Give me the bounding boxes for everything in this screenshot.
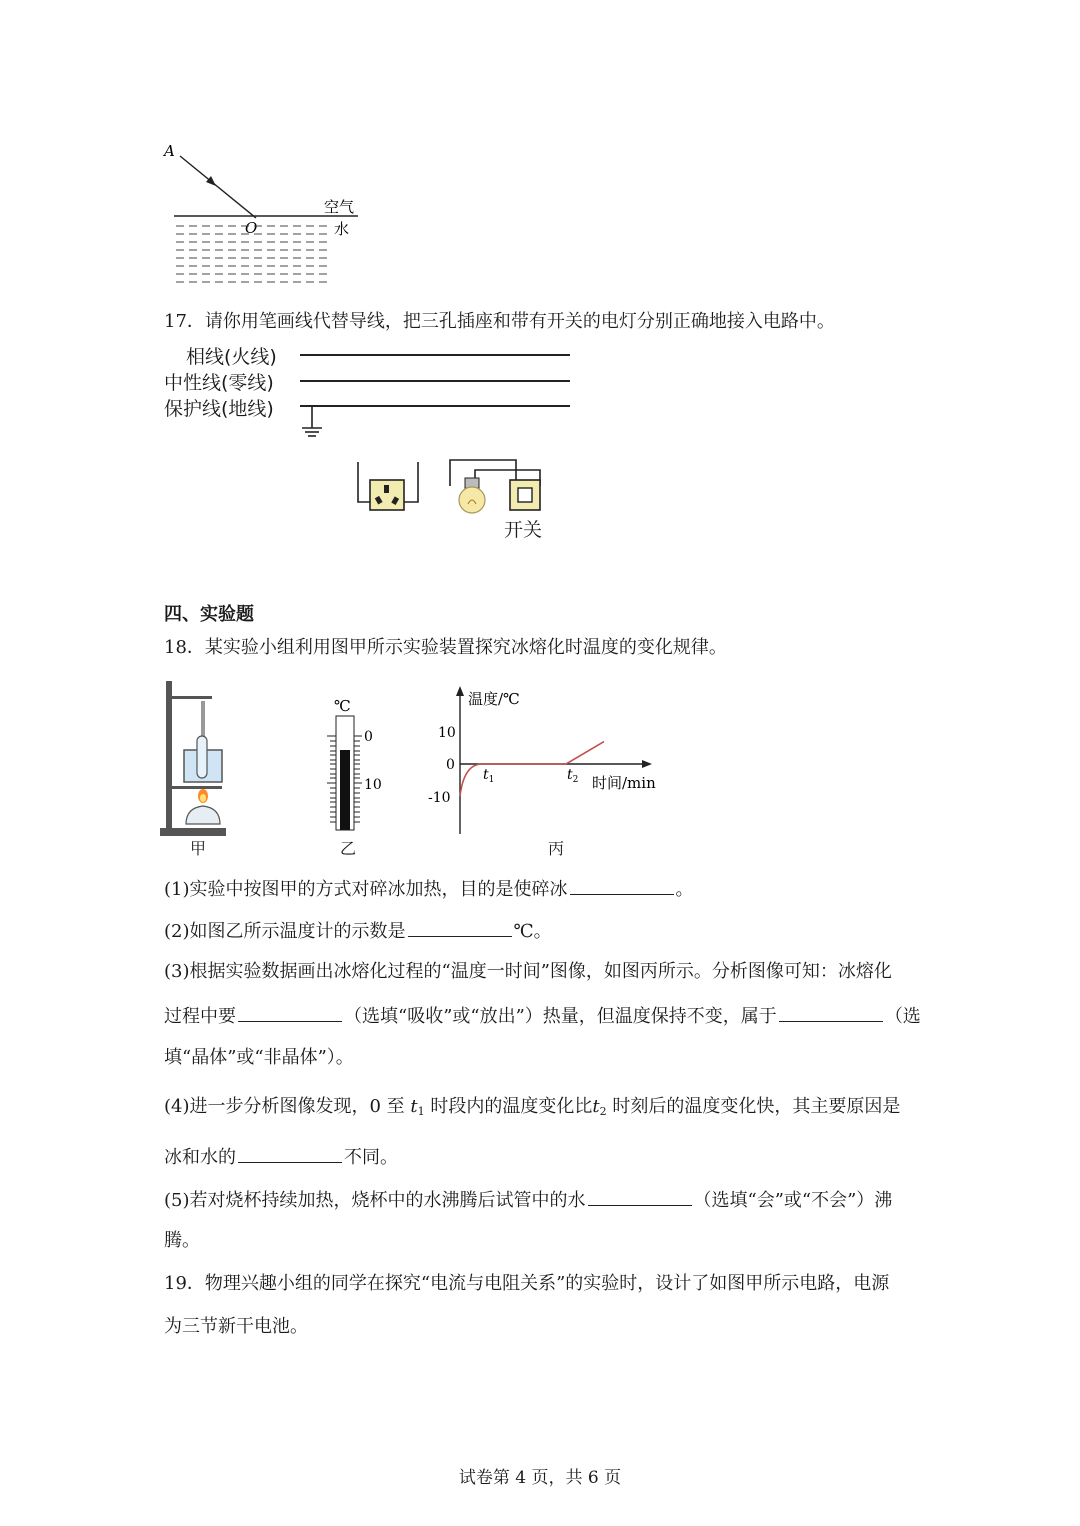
switch-icon <box>510 480 540 510</box>
ray-arrow-icon <box>206 176 216 186</box>
temperature-time-graph <box>420 684 670 834</box>
thermometer-figure <box>322 694 394 834</box>
thermometer-tick-10: 10 <box>364 777 382 793</box>
sub-question-4-line-1: (4)进一步分析图像发现，0 至 $t_1$ 时段内的温度变化比$t_2$ 时刻后的温度变化快，其主要原因是 <box>164 1096 901 1118</box>
melting-curve <box>460 742 604 796</box>
graph-ytick-0: 0 <box>446 757 455 773</box>
apparatus-figure <box>160 676 235 841</box>
question-17: 17．请你用笔画线代替导线，把三孔插座和带有开关的电灯分别正确地接入电路中。 <box>164 311 835 332</box>
y-axis-arrow-icon <box>456 686 464 696</box>
sub-question-3-line-1: (3)根据实验数据画出冰熔化过程的“温度一时间”图像，如图丙所示。分析图像可知：冰熔化 <box>164 961 892 982</box>
graph-xtick-t1: $t_1$ <box>483 767 495 785</box>
three-pin-socket-icon <box>358 462 418 510</box>
sub-question-4-line-2: 冰和水的 不同。 <box>164 1144 398 1170</box>
ground-wire-label: 保护线(地线) <box>164 398 274 420</box>
answer-blank-1[interactable] <box>570 876 674 895</box>
ground-symbol-icon <box>302 406 322 436</box>
sub-question-1: (1)实验中按图甲的方式对碎冰加热，目的是使碎冰 。 <box>164 876 694 902</box>
answer-blank-3a[interactable] <box>238 1003 342 1022</box>
refraction-figure <box>160 138 370 288</box>
sub-question-2: (2)如图乙所示温度计的示数是 ℃。 <box>164 918 552 944</box>
sub-question-5-line-2: 腾。 <box>164 1230 200 1251</box>
section-heading: 四、实验题 <box>164 604 254 625</box>
answer-blank-2[interactable] <box>408 918 512 937</box>
graph-x-ticks <box>483 767 578 785</box>
answer-blank-3b[interactable] <box>779 1003 883 1022</box>
question-19-line-1: 19．物理兴趣小组的同学在探究“电流与电阻关系”的实验时，设计了如图甲所示电路，电源 <box>164 1273 890 1294</box>
page-footer: 试卷第 4 页，共 6 页 <box>458 1468 622 1488</box>
incident-ray <box>180 156 256 218</box>
thermometer-unit: ℃ <box>334 697 351 715</box>
graph-ytick-10: 10 <box>438 725 456 741</box>
thermometer-tick-0: 0 <box>364 729 373 745</box>
answer-blank-5[interactable] <box>588 1187 692 1206</box>
switch-label: 开关 <box>504 519 543 541</box>
point-a-label: A <box>164 142 175 160</box>
neutral-wire-label: 中性线(零线) <box>164 372 274 394</box>
air-label: 空气 <box>324 198 355 216</box>
graph-x-label: 时间/min <box>592 774 656 792</box>
graph-xtick-t2: $t_2$ <box>567 767 579 785</box>
water-label: 水 <box>334 220 350 238</box>
question-18: 18．某实验小组利用图甲所示实验装置探究冰熔化时温度的变化规律。 <box>164 637 727 658</box>
question-19-line-2: 为三节新干电池。 <box>164 1316 308 1337</box>
live-wire-label: 相线(火线) <box>186 346 277 368</box>
point-o-label: O <box>245 219 258 237</box>
sub-question-3-line-3: 填“晶体”或“非晶体”）。 <box>164 1047 354 1068</box>
sub-question-3-line-2: 过程中要 （选填“吸收”或“放出”）热量，但温度保持不变，属于 （选 <box>164 1003 921 1029</box>
answer-blank-4[interactable] <box>238 1144 342 1163</box>
thermometer-liquid <box>340 750 350 830</box>
graph-ytick-minus10: -10 <box>428 790 451 806</box>
x-axis-arrow-icon <box>642 760 652 768</box>
figure-yi-label: 乙 <box>340 839 357 858</box>
figure-bing-label: 丙 <box>548 839 565 858</box>
graph-y-label: 温度/℃ <box>468 690 520 708</box>
sub-question-5-line-1: (5)若对烧杯持续加热，烧杯中的水沸腾后试管中的水 （选填“会”或“不会”）沸 <box>164 1187 892 1213</box>
figure-jia-label: 甲 <box>190 839 207 858</box>
